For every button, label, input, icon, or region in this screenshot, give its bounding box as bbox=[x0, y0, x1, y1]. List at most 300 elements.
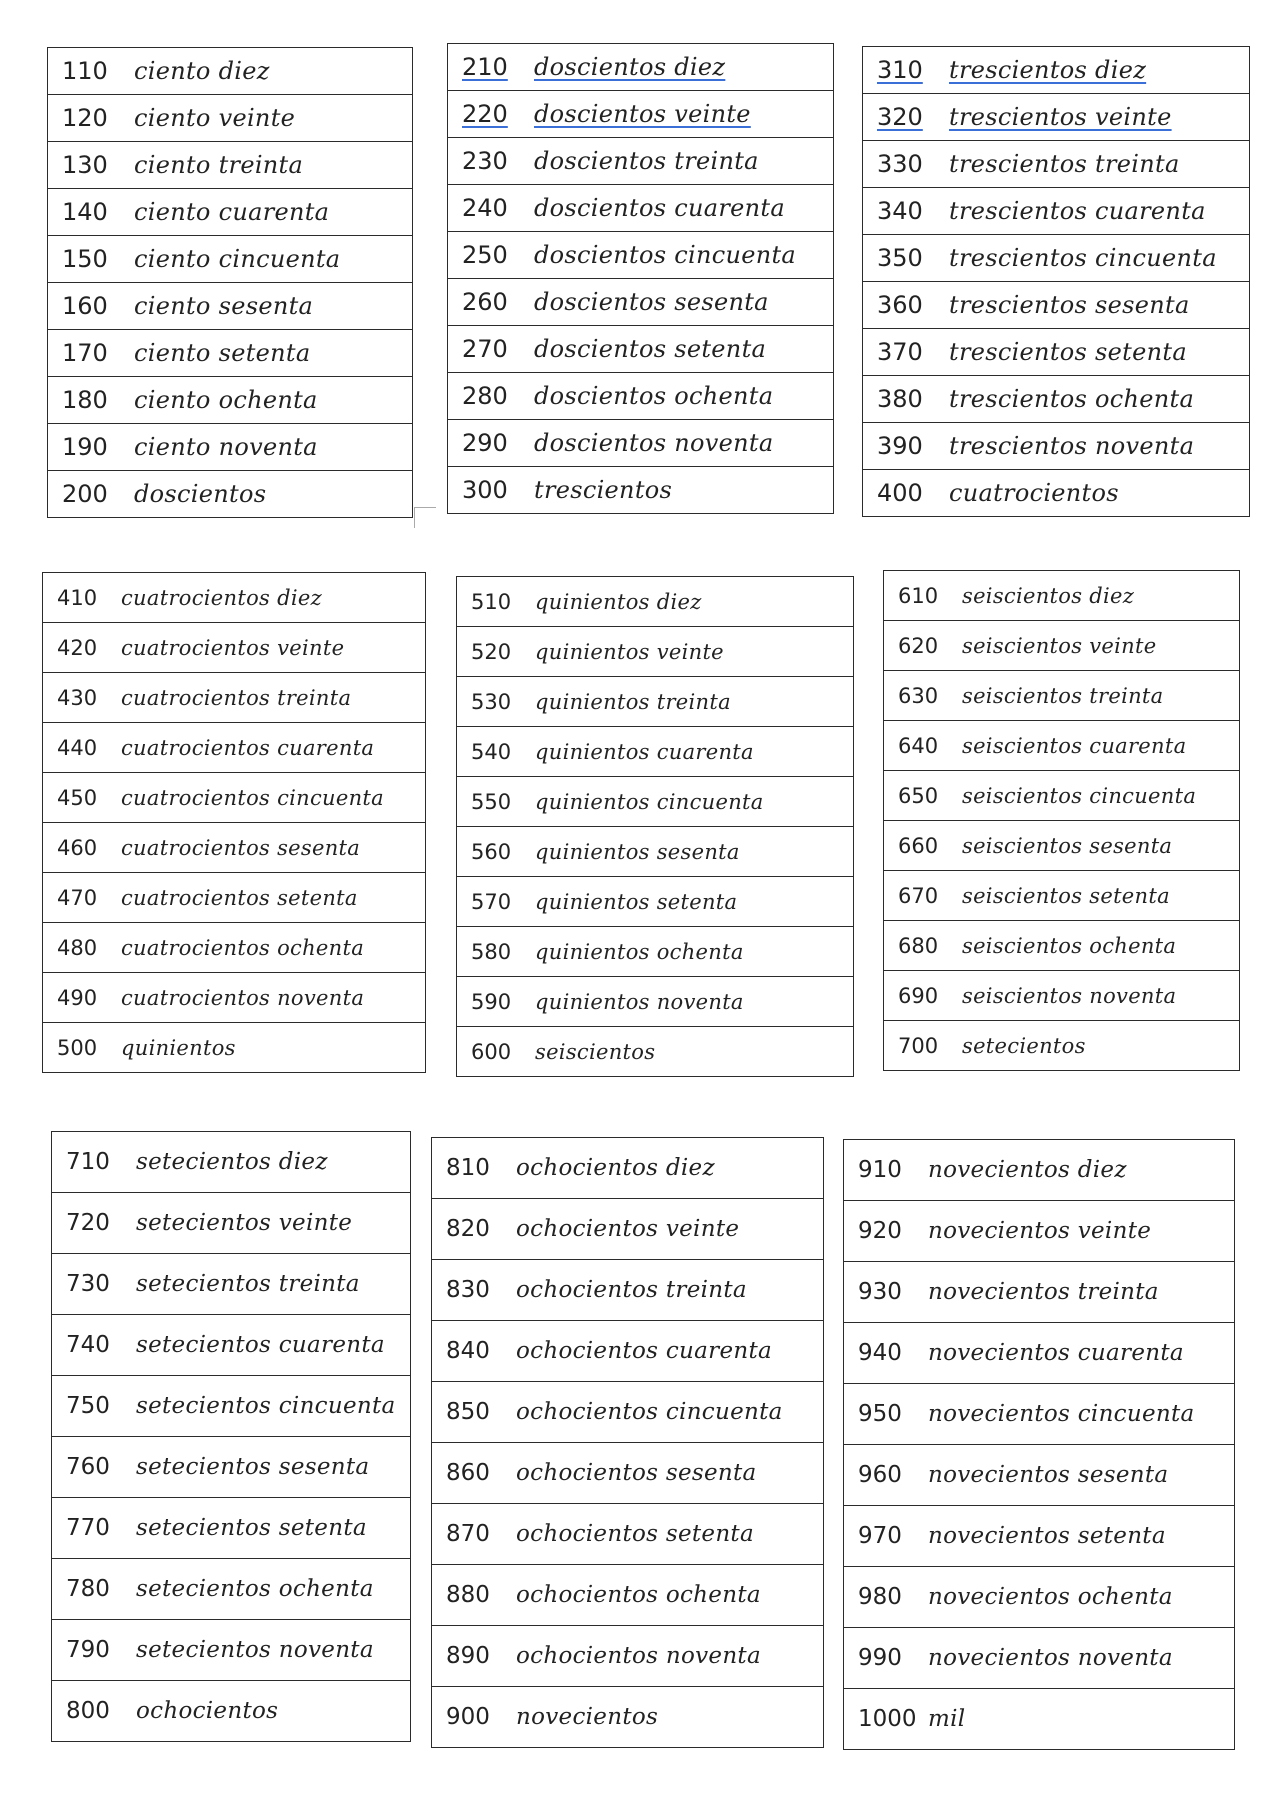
number-word: doscientos noventa bbox=[534, 429, 774, 457]
table-cell bbox=[432, 1321, 824, 1382]
number-word: seiscientos setenta bbox=[962, 883, 1170, 908]
number-word: trescientos setenta bbox=[949, 338, 1187, 366]
table-cell bbox=[432, 1687, 824, 1748]
number-value: 610 bbox=[898, 583, 939, 608]
table-cell bbox=[448, 373, 834, 420]
table-row bbox=[448, 44, 834, 91]
table-row bbox=[48, 424, 413, 471]
number-value: 550 bbox=[471, 789, 512, 814]
table-row bbox=[43, 923, 426, 973]
number-word: novecientos diez bbox=[928, 1157, 1127, 1183]
table-710-800 bbox=[51, 1131, 411, 1742]
table-row bbox=[884, 1021, 1240, 1071]
table-cell bbox=[844, 1262, 1235, 1323]
table-cell bbox=[52, 1376, 411, 1437]
table-row bbox=[48, 330, 413, 377]
number-word: novecientos bbox=[516, 1704, 659, 1730]
number-word: quinientos bbox=[121, 1035, 236, 1060]
number-value: 480 bbox=[57, 935, 98, 960]
table-row bbox=[48, 377, 413, 424]
number-word: trescientos diez bbox=[949, 56, 1147, 84]
number-word: novecientos treinta bbox=[928, 1279, 1159, 1305]
table-cell bbox=[863, 376, 1250, 423]
table-row bbox=[43, 723, 426, 773]
number-value: 330 bbox=[877, 150, 923, 178]
number-value: 450 bbox=[57, 785, 98, 810]
table-row bbox=[884, 921, 1240, 971]
table-row bbox=[52, 1437, 411, 1498]
table-cell bbox=[457, 977, 854, 1027]
number-word: novecientos ochenta bbox=[928, 1584, 1173, 1610]
table-cell bbox=[863, 235, 1250, 282]
number-word: setecientos setenta bbox=[136, 1515, 367, 1541]
number-value: 180 bbox=[62, 386, 108, 414]
number-value: 620 bbox=[898, 633, 939, 658]
number-value: 940 bbox=[858, 1340, 902, 1366]
number-word: trescientos bbox=[534, 476, 673, 504]
table-row bbox=[457, 877, 854, 927]
number-value: 640 bbox=[898, 733, 939, 758]
table-cell bbox=[863, 470, 1250, 517]
table-cell bbox=[43, 723, 426, 773]
table-row bbox=[884, 621, 1240, 671]
table-cell bbox=[43, 673, 426, 723]
number-word: setecientos diez bbox=[136, 1149, 328, 1175]
table-row bbox=[844, 1384, 1235, 1445]
number-value: 980 bbox=[858, 1584, 902, 1610]
table-row bbox=[844, 1628, 1235, 1689]
table-cell bbox=[48, 330, 413, 377]
number-word: setecientos sesenta bbox=[136, 1454, 370, 1480]
number-word: ciento ochenta bbox=[134, 386, 318, 414]
table-cell bbox=[863, 329, 1250, 376]
number-value: 920 bbox=[858, 1218, 902, 1244]
table-cell bbox=[884, 671, 1240, 721]
table-cell bbox=[52, 1254, 411, 1315]
number-value: 150 bbox=[62, 245, 108, 273]
table-row bbox=[43, 573, 426, 623]
table-cell bbox=[48, 142, 413, 189]
table-cell bbox=[432, 1504, 824, 1565]
table-cell bbox=[863, 188, 1250, 235]
table-cell bbox=[884, 821, 1240, 871]
table-row bbox=[43, 1023, 426, 1073]
table-cell bbox=[43, 973, 426, 1023]
number-word: ciento veinte bbox=[134, 104, 296, 132]
table-row bbox=[844, 1567, 1235, 1628]
number-word: cuatrocientos cincuenta bbox=[121, 785, 384, 810]
number-word: ciento noventa bbox=[134, 433, 318, 461]
number-value: 680 bbox=[898, 933, 939, 958]
table-row bbox=[863, 94, 1250, 141]
table-row bbox=[48, 283, 413, 330]
table-row bbox=[432, 1687, 824, 1748]
number-word: setecientos bbox=[962, 1033, 1086, 1058]
table-row bbox=[844, 1506, 1235, 1567]
table-cell bbox=[43, 923, 426, 973]
number-value: 370 bbox=[877, 338, 923, 366]
table-row bbox=[448, 232, 834, 279]
table-310-400 bbox=[862, 46, 1250, 517]
table-row bbox=[432, 1443, 824, 1504]
number-word: seiscientos cincuenta bbox=[962, 783, 1197, 808]
number-value: 590 bbox=[471, 989, 512, 1014]
table-cell bbox=[884, 621, 1240, 671]
number-value: 220 bbox=[462, 100, 508, 128]
number-word: cuatrocientos diez bbox=[121, 585, 322, 610]
table-row bbox=[48, 142, 413, 189]
table-row bbox=[52, 1254, 411, 1315]
table-row bbox=[448, 279, 834, 326]
number-word: ochocientos setenta bbox=[516, 1521, 754, 1547]
number-value: 350 bbox=[877, 244, 923, 272]
number-word: trescientos sesenta bbox=[949, 291, 1190, 319]
number-word: novecientos sesenta bbox=[928, 1462, 1169, 1488]
number-word: seiscientos veinte bbox=[962, 633, 1157, 658]
table-cell bbox=[844, 1506, 1235, 1567]
number-value: 880 bbox=[446, 1582, 490, 1608]
table-row bbox=[48, 95, 413, 142]
number-value: 340 bbox=[877, 197, 923, 225]
table-row bbox=[457, 627, 854, 677]
number-word: trescientos cincuenta bbox=[949, 244, 1217, 272]
number-word: cuatrocientos veinte bbox=[121, 635, 345, 660]
number-value: 120 bbox=[62, 104, 108, 132]
number-value: 850 bbox=[446, 1399, 490, 1425]
number-word: ochocientos noventa bbox=[516, 1643, 761, 1669]
number-word: quinientos cincuenta bbox=[535, 789, 764, 814]
table-cell bbox=[457, 777, 854, 827]
table-910-1000 bbox=[843, 1139, 1235, 1750]
number-value: 930 bbox=[858, 1279, 902, 1305]
table-cell bbox=[52, 1437, 411, 1498]
number-word: setecientos ochenta bbox=[136, 1576, 374, 1602]
table-810-900 bbox=[431, 1137, 824, 1748]
table-row bbox=[884, 821, 1240, 871]
table-row bbox=[844, 1201, 1235, 1262]
layout-marker bbox=[414, 507, 436, 528]
number-word: quinientos veinte bbox=[535, 639, 724, 664]
number-value: 420 bbox=[57, 635, 98, 660]
table-row bbox=[844, 1323, 1235, 1384]
number-word: setecientos veinte bbox=[136, 1210, 353, 1236]
number-word: quinientos setenta bbox=[535, 889, 738, 914]
table-row bbox=[432, 1504, 824, 1565]
number-value: 900 bbox=[446, 1704, 490, 1730]
number-value: 320 bbox=[877, 103, 923, 131]
table-row bbox=[457, 827, 854, 877]
table-row bbox=[884, 771, 1240, 821]
table-cell bbox=[48, 48, 413, 95]
number-value: 790 bbox=[66, 1637, 110, 1663]
table-row bbox=[448, 373, 834, 420]
table-row bbox=[884, 721, 1240, 771]
table-row bbox=[448, 467, 834, 514]
number-word: quinientos diez bbox=[535, 589, 702, 614]
number-word: seiscientos diez bbox=[962, 583, 1135, 608]
table-cell bbox=[457, 677, 854, 727]
number-value: 390 bbox=[877, 432, 923, 460]
table-row bbox=[52, 1315, 411, 1376]
table-cell bbox=[48, 189, 413, 236]
table-row bbox=[432, 1382, 824, 1443]
table-row bbox=[863, 423, 1250, 470]
table-cell bbox=[448, 44, 834, 91]
number-word: quinientos noventa bbox=[535, 989, 744, 1014]
number-word: ochocientos bbox=[136, 1698, 279, 1724]
table-row bbox=[448, 326, 834, 373]
number-word: mil bbox=[928, 1706, 966, 1732]
number-word: cuatrocientos cuarenta bbox=[121, 735, 375, 760]
number-value: 400 bbox=[877, 479, 923, 507]
number-word: ciento setenta bbox=[134, 339, 311, 367]
number-word: cuatrocientos ochenta bbox=[121, 935, 365, 960]
table-410-500 bbox=[42, 572, 426, 1073]
table-row bbox=[844, 1262, 1235, 1323]
number-word: seiscientos cuarenta bbox=[962, 733, 1187, 758]
table-cell bbox=[43, 773, 426, 823]
table-row bbox=[432, 1626, 824, 1687]
number-word: doscientos sesenta bbox=[534, 288, 769, 316]
number-word: novecientos veinte bbox=[928, 1218, 1152, 1244]
table-cell bbox=[884, 571, 1240, 621]
table-row bbox=[43, 973, 426, 1023]
table-row bbox=[457, 677, 854, 727]
number-word: trescientos treinta bbox=[949, 150, 1180, 178]
table-cell bbox=[43, 1023, 426, 1073]
number-word: doscientos bbox=[134, 480, 267, 508]
number-value: 600 bbox=[471, 1039, 512, 1064]
number-value: 770 bbox=[66, 1515, 110, 1541]
number-value: 300 bbox=[462, 476, 508, 504]
number-word: ochocientos cincuenta bbox=[516, 1399, 783, 1425]
table-cell bbox=[432, 1382, 824, 1443]
table-row bbox=[43, 673, 426, 723]
number-word: setecientos noventa bbox=[136, 1637, 374, 1663]
table-row bbox=[432, 1199, 824, 1260]
number-word: seiscientos noventa bbox=[962, 983, 1177, 1008]
number-value: 910 bbox=[858, 1157, 902, 1183]
number-value: 820 bbox=[446, 1216, 490, 1242]
number-value: 430 bbox=[57, 685, 98, 710]
table-cell bbox=[457, 927, 854, 977]
table-cell bbox=[52, 1681, 411, 1742]
number-word: trescientos ochenta bbox=[949, 385, 1195, 413]
table-cell bbox=[448, 185, 834, 232]
table-row bbox=[52, 1132, 411, 1193]
number-value: 130 bbox=[62, 151, 108, 179]
table-cell bbox=[884, 871, 1240, 921]
table-cell bbox=[448, 467, 834, 514]
table-cell bbox=[432, 1626, 824, 1687]
table-row bbox=[884, 571, 1240, 621]
table-cell bbox=[52, 1315, 411, 1376]
number-value: 190 bbox=[62, 433, 108, 461]
number-word: setecientos treinta bbox=[136, 1271, 360, 1297]
number-value: 670 bbox=[898, 883, 939, 908]
table-cell bbox=[863, 282, 1250, 329]
table-cell bbox=[43, 823, 426, 873]
number-value: 720 bbox=[66, 1210, 110, 1236]
number-word: trescientos veinte bbox=[949, 103, 1172, 131]
table-cell bbox=[48, 95, 413, 142]
table-cell bbox=[48, 236, 413, 283]
table-cell bbox=[844, 1689, 1235, 1750]
table-cell bbox=[844, 1201, 1235, 1262]
number-value: 510 bbox=[471, 589, 512, 614]
number-value: 460 bbox=[57, 835, 98, 860]
table-row bbox=[432, 1565, 824, 1626]
number-word: setecientos cincuenta bbox=[136, 1393, 396, 1419]
number-value: 810 bbox=[446, 1155, 490, 1181]
number-word: trescientos noventa bbox=[949, 432, 1195, 460]
number-value: 500 bbox=[57, 1035, 98, 1060]
number-word: ciento sesenta bbox=[134, 292, 314, 320]
number-word: quinientos ochenta bbox=[535, 939, 744, 964]
table-row bbox=[863, 141, 1250, 188]
number-word: quinientos cuarenta bbox=[535, 739, 754, 764]
number-word: quinientos treinta bbox=[535, 689, 731, 714]
table-cell bbox=[863, 423, 1250, 470]
table-row bbox=[863, 282, 1250, 329]
number-word: doscientos treinta bbox=[534, 147, 759, 175]
table-row bbox=[884, 671, 1240, 721]
table-row bbox=[48, 471, 413, 518]
number-value: 310 bbox=[877, 56, 923, 84]
table-cell bbox=[884, 771, 1240, 821]
number-value: 250 bbox=[462, 241, 508, 269]
number-word: cuatrocientos sesenta bbox=[121, 835, 361, 860]
number-word: doscientos ochenta bbox=[534, 382, 774, 410]
table-cell bbox=[432, 1443, 824, 1504]
table-510-600 bbox=[456, 576, 854, 1077]
number-value: 280 bbox=[462, 382, 508, 410]
number-value: 140 bbox=[62, 198, 108, 226]
table-cell bbox=[457, 877, 854, 927]
table-cell bbox=[448, 91, 834, 138]
number-word: ciento cuarenta bbox=[134, 198, 330, 226]
number-word: cuatrocientos treinta bbox=[121, 685, 352, 710]
table-cell bbox=[448, 138, 834, 185]
table-cell bbox=[884, 971, 1240, 1021]
table-row bbox=[457, 927, 854, 977]
number-value: 630 bbox=[898, 683, 939, 708]
number-value: 710 bbox=[66, 1149, 110, 1175]
table-row bbox=[457, 777, 854, 827]
table-cell bbox=[432, 1565, 824, 1626]
number-word: ochocientos cuarenta bbox=[516, 1338, 773, 1364]
number-value: 230 bbox=[462, 147, 508, 175]
table-cell bbox=[884, 721, 1240, 771]
table-cell bbox=[844, 1323, 1235, 1384]
table-cell bbox=[884, 921, 1240, 971]
number-word: cuatrocientos noventa bbox=[121, 985, 365, 1010]
number-value: 950 bbox=[858, 1401, 902, 1427]
table-row bbox=[432, 1321, 824, 1382]
number-word: setecientos cuarenta bbox=[136, 1332, 385, 1358]
number-word: ciento diez bbox=[134, 57, 270, 85]
number-value: 240 bbox=[462, 194, 508, 222]
table-110-200 bbox=[47, 47, 413, 518]
number-word: seiscientos treinta bbox=[962, 683, 1164, 708]
table-cell bbox=[48, 424, 413, 471]
table-cell bbox=[432, 1199, 824, 1260]
table-cell bbox=[457, 627, 854, 677]
number-value: 740 bbox=[66, 1332, 110, 1358]
table-cell bbox=[448, 232, 834, 279]
number-value: 270 bbox=[462, 335, 508, 363]
table-row bbox=[844, 1445, 1235, 1506]
table-cell bbox=[844, 1384, 1235, 1445]
number-value: 110 bbox=[62, 57, 108, 85]
number-value: 160 bbox=[62, 292, 108, 320]
table-row bbox=[863, 235, 1250, 282]
table-610-700 bbox=[883, 570, 1240, 1071]
number-word: ochocientos sesenta bbox=[516, 1460, 757, 1486]
table-cell bbox=[457, 827, 854, 877]
number-value: 1000 bbox=[858, 1706, 917, 1732]
number-word: novecientos cincuenta bbox=[928, 1401, 1195, 1427]
number-value: 170 bbox=[62, 339, 108, 367]
table-cell bbox=[52, 1132, 411, 1193]
table-row bbox=[863, 47, 1250, 94]
table-row bbox=[863, 470, 1250, 517]
table-row bbox=[457, 727, 854, 777]
table-row bbox=[43, 623, 426, 673]
number-value: 560 bbox=[471, 839, 512, 864]
number-value: 840 bbox=[446, 1338, 490, 1364]
table-row bbox=[884, 971, 1240, 1021]
table-cell bbox=[884, 1021, 1240, 1071]
number-value: 570 bbox=[471, 889, 512, 914]
table-cell bbox=[48, 471, 413, 518]
table-cell bbox=[863, 94, 1250, 141]
table-cell bbox=[844, 1445, 1235, 1506]
number-value: 260 bbox=[462, 288, 508, 316]
number-value: 800 bbox=[66, 1698, 110, 1724]
number-word: ciento treinta bbox=[134, 151, 304, 179]
number-value: 860 bbox=[446, 1460, 490, 1486]
number-word: doscientos cincuenta bbox=[534, 241, 797, 269]
table-row bbox=[863, 188, 1250, 235]
number-value: 870 bbox=[446, 1521, 490, 1547]
number-value: 760 bbox=[66, 1454, 110, 1480]
number-word: ciento cincuenta bbox=[134, 245, 341, 273]
table-cell bbox=[448, 326, 834, 373]
number-word: cuatrocientos bbox=[949, 479, 1119, 507]
table-cell bbox=[52, 1498, 411, 1559]
table-row bbox=[448, 91, 834, 138]
table-cell bbox=[457, 577, 854, 627]
number-value: 540 bbox=[471, 739, 512, 764]
table-cell bbox=[863, 141, 1250, 188]
number-value: 410 bbox=[57, 585, 98, 610]
number-word: ochocientos veinte bbox=[516, 1216, 740, 1242]
table-cell bbox=[457, 727, 854, 777]
table-cell bbox=[432, 1260, 824, 1321]
table-cell bbox=[844, 1140, 1235, 1201]
number-word: ochocientos treinta bbox=[516, 1277, 747, 1303]
table-cell bbox=[844, 1628, 1235, 1689]
table-cell bbox=[48, 377, 413, 424]
number-word: seiscientos sesenta bbox=[962, 833, 1173, 858]
table-cell bbox=[52, 1193, 411, 1254]
number-value: 690 bbox=[898, 983, 939, 1008]
number-value: 650 bbox=[898, 783, 939, 808]
table-row bbox=[48, 236, 413, 283]
number-value: 530 bbox=[471, 689, 512, 714]
table-row bbox=[43, 773, 426, 823]
